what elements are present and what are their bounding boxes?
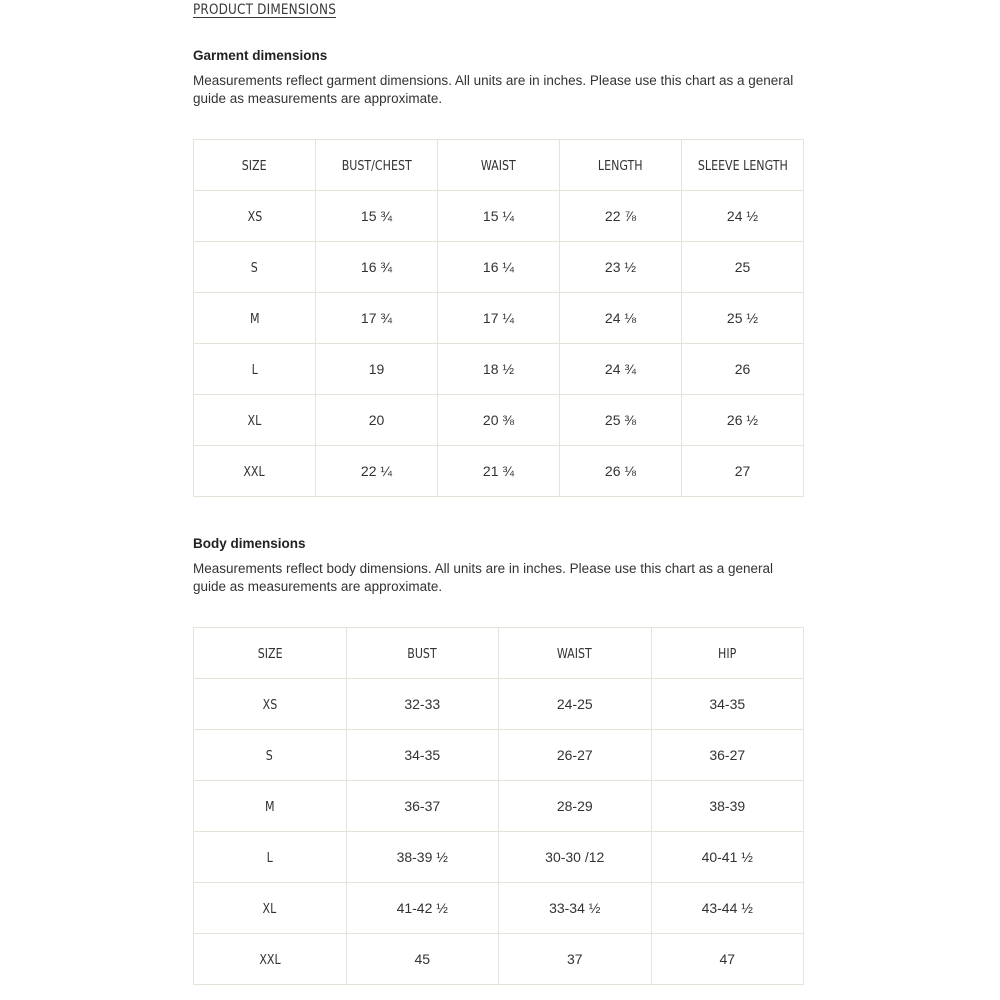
table-row [194, 395, 804, 446]
garment-dimensions-title: Garment dimensions [193, 48, 328, 63]
column-header-label: WAIST [557, 645, 593, 662]
size-label: XS [247, 208, 262, 225]
measurement-value: 24 ⅛ [604, 310, 637, 326]
table-cell-size [194, 191, 316, 242]
table-cell-hip [651, 679, 804, 730]
measurement-value: 20 [368, 412, 385, 428]
size-label: XXL [259, 951, 281, 968]
size-label: XL [262, 900, 277, 917]
table-cell-waist [438, 293, 560, 344]
table-cell-waist [438, 446, 560, 497]
table-cell-length [560, 293, 682, 344]
table-cell-length [560, 191, 682, 242]
measurement-value: 34-35 [709, 696, 746, 712]
table-cell-hip [651, 781, 804, 832]
measurement-value: 45 [414, 951, 431, 967]
column-header-bust-chest [316, 140, 438, 191]
measurement-value: 17 ¾ [360, 310, 393, 326]
table-cell-bust-chest [316, 293, 438, 344]
table-cell-waist [499, 883, 652, 934]
column-header-label: WAIST [481, 157, 516, 174]
table-cell-size [194, 934, 347, 985]
body-dimensions-title: Body dimensions [193, 536, 306, 551]
column-header-label: SLEEVE LENGTH [697, 157, 788, 174]
measurement-value: 33-34 ½ [549, 900, 601, 916]
measurement-value: 16 ¾ [360, 259, 393, 275]
table-cell-bust-chest [316, 446, 438, 497]
garment-dimensions-table [193, 139, 804, 497]
measurement-value: 22 ¼ [360, 463, 393, 479]
size-label: S [266, 747, 274, 764]
table-row [194, 934, 804, 985]
table-cell-bust [346, 934, 499, 985]
table-cell-size [194, 730, 347, 781]
table-cell-sleeve-length [682, 395, 804, 446]
measurement-value: 40-41 ½ [701, 849, 753, 865]
measurement-value: 36-27 [709, 747, 746, 763]
table-cell-size [194, 344, 316, 395]
table-row [194, 446, 804, 497]
table-cell-waist [499, 832, 652, 883]
table-cell-bust-chest [316, 242, 438, 293]
measurement-value: 21 ¾ [482, 463, 515, 479]
measurement-value: 30-30 /12 [545, 849, 605, 865]
measurement-value: 27 [734, 463, 751, 479]
table-header-row [194, 628, 804, 679]
size-label: S [250, 259, 259, 276]
measurement-value: 43-44 ½ [701, 900, 753, 916]
table-cell-length [560, 344, 682, 395]
measurement-value: 38-39 ½ [396, 849, 448, 865]
table-cell-hip [651, 934, 804, 985]
table-row [194, 679, 804, 730]
table-cell-waist [499, 934, 652, 985]
table-cell-bust [346, 679, 499, 730]
table-header-row [194, 140, 804, 191]
table-cell-waist [438, 242, 560, 293]
table-cell-waist [499, 730, 652, 781]
table-cell-hip [651, 832, 804, 883]
measurement-value: 25 [734, 259, 751, 275]
table-row [194, 832, 804, 883]
measurement-value: 37 [566, 951, 583, 967]
measurement-value: 24 ¾ [604, 361, 637, 377]
measurement-value: 18 ½ [482, 361, 515, 377]
table-cell-sleeve-length [682, 446, 804, 497]
table-row [194, 730, 804, 781]
column-header-bust [346, 628, 499, 679]
table-cell-size [194, 781, 347, 832]
measurement-value: 47 [719, 951, 736, 967]
size-label: L [251, 361, 258, 378]
table-cell-bust [346, 781, 499, 832]
table-cell-waist [438, 344, 560, 395]
measurement-value: 26-27 [556, 747, 593, 763]
table-cell-bust-chest [316, 191, 438, 242]
table-cell-waist [499, 781, 652, 832]
measurement-value: 28-29 [556, 798, 593, 814]
measurement-value: 25 ½ [726, 310, 759, 326]
size-label: M [264, 798, 275, 815]
table-cell-hip [651, 730, 804, 781]
measurement-value: 22 ⅞ [604, 208, 637, 224]
size-label: L [266, 849, 273, 866]
table-row [194, 883, 804, 934]
measurement-value: 26 ⅛ [604, 463, 637, 479]
table-cell-size [194, 293, 316, 344]
table-cell-bust [346, 883, 499, 934]
size-label: XS [262, 696, 278, 713]
column-header-sleeve-length [682, 140, 804, 191]
body-dimensions-table [193, 627, 804, 985]
column-header-size [194, 628, 347, 679]
measurement-value: 38-39 [709, 798, 746, 814]
table-cell-sleeve-length [682, 242, 804, 293]
table-cell-sleeve-length [682, 191, 804, 242]
measurement-value: 32-33 [404, 696, 441, 712]
measurement-value: 17 ¼ [482, 310, 515, 326]
table-cell-waist [438, 191, 560, 242]
table-cell-size [194, 883, 347, 934]
table-cell-length [560, 395, 682, 446]
column-header-hip [651, 628, 804, 679]
table-cell-bust-chest [316, 395, 438, 446]
table-cell-bust [346, 730, 499, 781]
table-cell-size [194, 832, 347, 883]
column-header-waist [499, 628, 652, 679]
table-cell-sleeve-length [682, 344, 804, 395]
table-cell-bust-chest [316, 344, 438, 395]
garment-dimensions-description: Measurements reflect garment dimensions. All units are in inches. Please use this chart as a general guide as measurements are approximate. [193, 73, 794, 106]
measurement-value: 25 ⅜ [604, 412, 637, 428]
measurement-value: 15 ¾ [360, 208, 393, 224]
column-header-label: SIZE [257, 645, 283, 662]
measurement-value: 15 ¼ [482, 208, 515, 224]
measurement-value: 16 ¼ [482, 259, 515, 275]
measurement-value: 20 ⅜ [482, 412, 515, 428]
measurement-value: 23 ½ [604, 259, 637, 275]
column-header-waist [438, 140, 560, 191]
table-cell-hip [651, 883, 804, 934]
column-header-label: BUST/CHEST [341, 157, 412, 174]
column-header-label: BUST [407, 645, 437, 662]
table-cell-length [560, 446, 682, 497]
table-row [194, 242, 804, 293]
measurement-value: 24-25 [556, 696, 593, 712]
table-row [194, 781, 804, 832]
table-cell-size [194, 679, 347, 730]
table-row [194, 293, 804, 344]
table-cell-bust [346, 832, 499, 883]
column-header-label: LENGTH [598, 157, 643, 174]
size-label: M [249, 310, 260, 327]
body-dimensions-description: Measurements reflect body dimensions. All units are in inches. Please use this chart as a general guide as measurements are approximate. [193, 561, 774, 594]
table-cell-sleeve-length [682, 293, 804, 344]
table-cell-size [194, 446, 316, 497]
measurement-value: 36-37 [404, 798, 441, 814]
measurement-value: 24 ½ [726, 208, 759, 224]
product-dimensions-heading[interactable]: PRODUCT DIMENSIONS [193, 2, 337, 18]
column-header-label: HIP [718, 645, 737, 662]
table-cell-size [194, 242, 316, 293]
table-row [194, 344, 804, 395]
measurement-value: 41-42 ½ [396, 900, 448, 916]
measurement-value: 26 [734, 361, 751, 377]
size-label: XL [247, 412, 262, 429]
size-label: XXL [243, 463, 266, 480]
table-row [194, 191, 804, 242]
table-cell-size [194, 395, 316, 446]
measurement-value: 34-35 [404, 747, 441, 763]
column-header-size [194, 140, 316, 191]
measurement-value: 26 ½ [726, 412, 759, 428]
measurement-value: 19 [368, 361, 385, 377]
table-cell-waist [438, 395, 560, 446]
column-header-label: SIZE [242, 157, 267, 174]
table-cell-waist [499, 679, 652, 730]
table-cell-length [560, 242, 682, 293]
column-header-length [560, 140, 682, 191]
